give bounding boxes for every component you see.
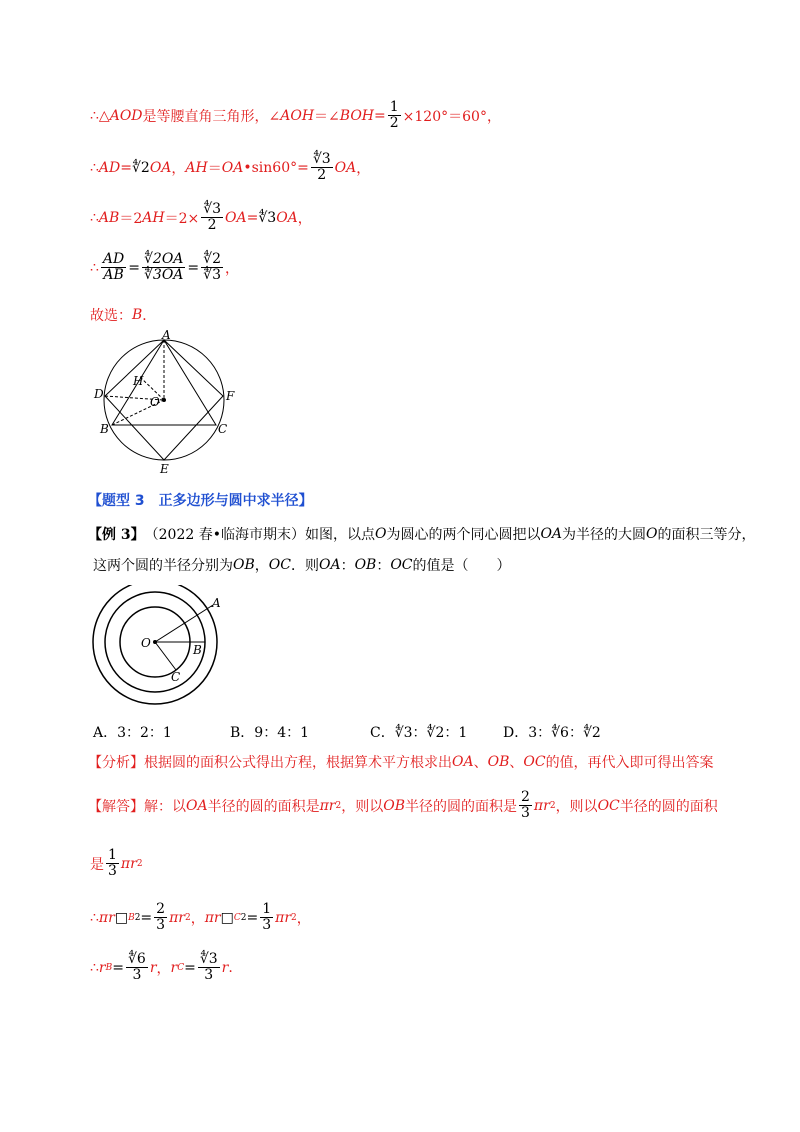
label-a: A [162, 330, 171, 342]
text: 半径的圆的面积 [619, 798, 718, 815]
superscript: 2 [291, 912, 297, 923]
text: 的值是（ ） [412, 558, 511, 574]
superscript: 2 [134, 912, 141, 923]
math-text: AD [98, 159, 121, 176]
example-tag: 【例 3】 [88, 527, 145, 543]
math-text: r [149, 959, 157, 976]
numerator: 1 [108, 847, 117, 863]
label-o: O [150, 395, 160, 409]
numerator: ∜3 [199, 951, 218, 967]
text: ， [156, 960, 171, 977]
radical: ∜3 [258, 209, 277, 226]
text: 半径的圆的面积是 [405, 798, 517, 815]
text: 解：以 [144, 798, 186, 815]
denominator: 2 [207, 217, 217, 234]
text: = [184, 959, 196, 976]
numerator: 2 [521, 789, 530, 805]
text: 是 [90, 856, 104, 873]
math-text: BOH [339, 107, 375, 124]
text: •sin60°= [243, 159, 309, 176]
math-text: r [170, 959, 178, 976]
superscript: 2 [549, 800, 556, 811]
numerator: 1 [262, 901, 272, 917]
label-f: F [226, 389, 235, 403]
text: 的值，再代入即可得出答案 [545, 755, 714, 771]
fraction [106, 848, 119, 880]
option-c-label: C．∜3：∜2：1 [370, 725, 468, 741]
text: 为半径的大圆 [562, 527, 647, 543]
text: 的面积三等分， [657, 527, 756, 543]
therefore-symbol: ∴ [90, 209, 99, 226]
solution-line-4 [90, 252, 239, 284]
text: 这两个圆的半径分别为 [93, 558, 233, 574]
superscript: 2 [335, 800, 342, 811]
denominator: 3 [108, 863, 117, 880]
superscript: 2 [184, 912, 191, 923]
placeholder-box: □ [220, 909, 234, 926]
fraction [154, 902, 167, 934]
therefore-symbol: ∴ [90, 909, 99, 926]
example-line-1 [88, 524, 756, 544]
answer-line-1 [88, 790, 718, 822]
fraction [198, 952, 220, 984]
therefore-symbol: ∴ [90, 259, 99, 276]
solution-line-3 [90, 202, 312, 234]
therefore-symbol: ∴ [90, 159, 99, 176]
numerator: ∜3 [312, 151, 331, 167]
text: = [246, 909, 259, 926]
text: = [112, 959, 124, 976]
subscript: B [128, 912, 135, 923]
label-c: C [171, 670, 181, 684]
text: ＝∠ [314, 108, 340, 125]
text: ，则以 [555, 798, 598, 815]
text: ， [171, 160, 186, 177]
math-text: OA [186, 797, 208, 814]
denominator: 2 [389, 115, 399, 132]
math-text: OA [334, 159, 357, 176]
numerator: 1 [389, 99, 399, 115]
math-text: πr [275, 909, 292, 926]
triangle-symbol: △ [98, 107, 110, 124]
numerator: ∜6 [127, 951, 146, 967]
text: = [140, 909, 153, 926]
label-o: O [141, 636, 151, 650]
math-text: AH [142, 209, 165, 226]
example-source: （2022 春•临海市期末） [144, 527, 305, 543]
text: 如图，以点 [304, 527, 375, 543]
fraction [388, 100, 401, 132]
text: 故选： [90, 308, 132, 324]
denominator: 3 [521, 805, 530, 822]
label-b: B [100, 422, 109, 436]
superscript: 2 [136, 858, 143, 869]
option-a[interactable] [93, 722, 172, 742]
text: = [374, 107, 386, 124]
denominator: ∜3OA [144, 267, 184, 284]
text: ： [376, 558, 391, 574]
math-text: OA [221, 159, 244, 176]
math-text: O [374, 526, 387, 542]
option-b[interactable] [230, 722, 309, 742]
subscript: C [177, 962, 185, 973]
denominator: 3 [262, 917, 272, 934]
fraction [126, 952, 148, 984]
option-d-label: D．3：∜6：∜2 [503, 725, 601, 741]
math-text: AOH [280, 107, 315, 124]
superscript: 2 [240, 912, 247, 923]
therefore-symbol: ∴ [90, 107, 99, 124]
fraction [201, 202, 223, 234]
math-text: πr [120, 855, 137, 872]
text: ， [224, 260, 239, 277]
fraction [519, 790, 532, 822]
fraction [201, 252, 223, 284]
text: . [228, 959, 233, 976]
math-text: OA [149, 159, 172, 176]
radius-oc [155, 642, 176, 670]
equation-line-b [90, 952, 233, 984]
solution-line-5 [90, 305, 156, 325]
math-text: OA [540, 526, 563, 542]
subscript: B [105, 962, 113, 973]
text: ．则 [290, 558, 319, 574]
option-a-label: A．3：2：1 [93, 725, 172, 741]
figure-inscribed-polygons [88, 330, 248, 475]
denominator: 2 [317, 167, 327, 184]
label-d: D [94, 387, 104, 401]
denominator: 3 [156, 917, 166, 934]
numerator: AD [102, 251, 125, 267]
text: ＝2× [164, 210, 200, 227]
math-text: OA [276, 209, 298, 226]
text: 根据圆的面积公式得出方程，根据算术平方根求出 [144, 755, 452, 771]
fraction [101, 252, 126, 284]
text: = [187, 259, 200, 276]
label-a: A [212, 596, 221, 610]
fraction [311, 152, 333, 184]
numerator: ∜3 [203, 201, 222, 217]
label-c: C [218, 422, 228, 436]
section-heading [88, 490, 313, 510]
numerator: 2 [156, 901, 166, 917]
math-text: πr [169, 909, 185, 926]
math-text: OB [383, 797, 405, 814]
math-text: πr [98, 909, 115, 926]
text: ＝ [207, 160, 222, 177]
text: ， [296, 910, 311, 927]
radical: ∜2 [132, 159, 150, 176]
math-text: OC [390, 557, 413, 573]
math-text: OB [354, 557, 377, 573]
math-text: πr [319, 797, 336, 814]
text: 、 [473, 755, 488, 771]
denominator: 3 [132, 967, 142, 984]
center-dot [162, 398, 166, 402]
subscript: C [233, 912, 241, 923]
analysis-tag: 【分析】 [88, 755, 144, 771]
math-text: OC [268, 557, 291, 573]
denominator: 3 [204, 967, 214, 984]
option-d[interactable] [503, 722, 601, 742]
text: 是等腰直角三角形，∠ [142, 108, 281, 125]
text: = [246, 209, 259, 226]
center-dot [153, 640, 157, 644]
text: 、 [509, 755, 524, 771]
text: ， [190, 910, 205, 927]
fraction [260, 902, 273, 934]
text: 半径的圆的面积是 [207, 798, 320, 815]
math-text: OB [233, 557, 255, 573]
text: ， [254, 558, 269, 574]
fraction [142, 252, 185, 284]
solution-line-1 [90, 100, 501, 132]
math-text: r [221, 959, 229, 976]
label-b: B [193, 643, 202, 657]
numerator: ∜2 [203, 251, 221, 267]
math-text: OC [597, 797, 620, 814]
text: ： [340, 558, 355, 574]
math-text: O [646, 526, 658, 542]
text: = [120, 159, 132, 176]
label-e: E [160, 462, 169, 475]
option-b-label: B．9：4：1 [230, 725, 310, 741]
therefore-symbol: ∴ [90, 959, 99, 976]
math-text: AH [185, 159, 208, 176]
math-text: AOD [109, 107, 143, 124]
numerator: ∜2OA [144, 251, 184, 267]
denominator: AB [103, 267, 124, 284]
solution-line-2 [90, 152, 370, 184]
math-text: OC [523, 754, 546, 770]
math-text: OA [452, 754, 474, 770]
text: ， [297, 210, 312, 227]
section-title: 【题型 3 正多边形与圆中求半径】 [88, 493, 313, 509]
equation-line-a [90, 902, 311, 934]
option-c[interactable] [370, 722, 467, 742]
denominator: ∜3 [203, 267, 221, 284]
math-text: OA [318, 557, 341, 573]
text: ， [356, 160, 371, 177]
text: ，则以 [341, 798, 384, 815]
placeholder-box: □ [114, 909, 129, 926]
answer-tag: 【解答】 [88, 798, 144, 815]
text: = [128, 259, 140, 276]
text: ＝2 [119, 210, 143, 227]
figure-concentric-circles [88, 585, 243, 710]
math-text: πr [204, 909, 221, 926]
math-text: B [132, 307, 143, 323]
example-line-2 [93, 555, 511, 575]
label-h: H [133, 374, 144, 388]
math-text: πr [533, 797, 550, 814]
math-text: OA [225, 209, 247, 226]
analysis-line [88, 752, 714, 772]
math-text: OB [487, 754, 510, 770]
math-text: AB [98, 209, 120, 226]
text: ×120°＝60°， [402, 108, 501, 125]
text: 为圆心的两个同心圆把以 [386, 527, 541, 543]
math-text: r [98, 959, 106, 976]
answer-line-2 [90, 848, 143, 880]
text: ． [142, 308, 157, 324]
